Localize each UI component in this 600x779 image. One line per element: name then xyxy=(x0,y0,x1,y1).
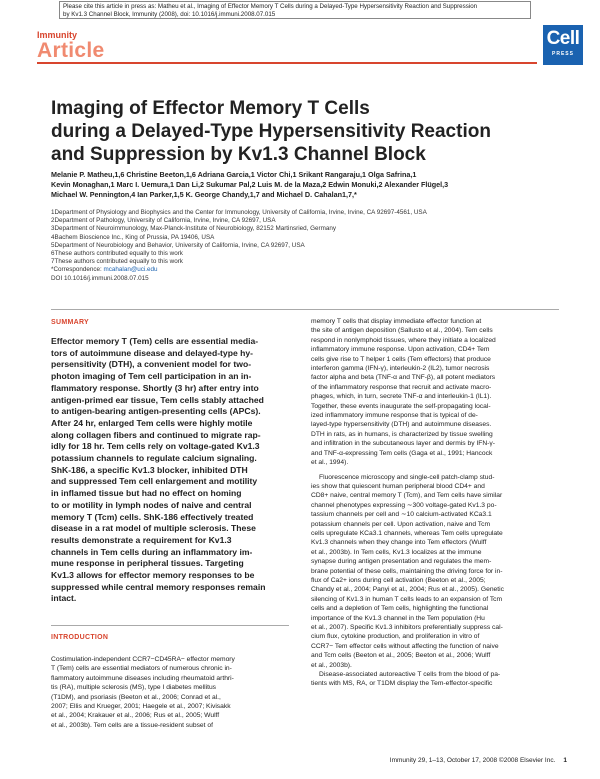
summary-line: to or motility in lymph nodes of naive and central xyxy=(51,499,252,510)
summary-line: channels in Tem cells during an inflammatory im- xyxy=(51,546,253,557)
body-line: flux of Ca2+ ions during cell activation (Beeton et al., 2005; xyxy=(311,576,486,584)
header-divider xyxy=(37,62,537,64)
body-line: factor alpha and beta (TNF-α and TNF-β), all potent mediators xyxy=(311,374,496,382)
logo-word: Cell xyxy=(546,28,580,49)
body-line: importance of the Kv1.3 channel in the Tem population (Hu xyxy=(311,614,485,622)
body-line: DTH in rats, as in humans, is characterized by tissue swelling xyxy=(311,430,493,438)
correspondence-label: *Correspondence: xyxy=(51,266,104,274)
affiliations xyxy=(51,209,571,283)
body-line: Fluorescence microscopy and single-cell patch-clamp stud- xyxy=(319,473,495,481)
summary-line: Kv1.3 allows for effector memory responses to be xyxy=(51,570,255,581)
summary-line: antigen-primed ear tissue, Tem cells stably attached xyxy=(51,394,264,405)
body-line: synapse during antigen presentation and regulates the mem- xyxy=(311,558,492,566)
affiliation-line: 7These authors contributed equally to this work xyxy=(51,258,183,266)
summary-line: After 24 hr, enlarged Tem cells were highly motile xyxy=(51,417,253,428)
affiliation-line: 6These authors contributed equally to this work xyxy=(51,250,183,258)
body-line: inflammatory immune response. Upon activation, CD4+ Tem xyxy=(311,346,490,354)
affiliation-line: 4Bachem Bioscience Inc., King of Prussia, PA 19406, USA xyxy=(51,233,215,241)
body-line: et al., 1994). xyxy=(311,459,349,467)
body-line: cells upregulate KCa3.1 channels, whereas Tem cells upregulate xyxy=(311,529,503,537)
body-line: et al., 2007). Specific Kv1.3 inhibitors preferentially suppress cal- xyxy=(311,624,503,631)
body-line: T (Tem) cells are essential mediators of numerous chronic in- xyxy=(51,665,232,673)
body-line: cium flux, cytokine production, and proliferation in vitro of xyxy=(311,633,480,641)
summary-line: and suppressed Tem cell enlargement and motility xyxy=(51,476,258,487)
affiliation-line: 1Department of Physiology and Biophysics and the Center for Immunology, University of California, Irvine, Irvine, CA 92697-4561, USA xyxy=(51,209,427,216)
body-line: Kv1.3 channels when they change into Tem effectors (Wulff xyxy=(311,539,487,547)
body-line: et al., 2003b). Tem cells are a tissue-resident subset of xyxy=(51,721,213,729)
affiliation-line: 3Department of Neuroimmunology, Max-Planck-Institute of Neurobiology, 82152 Martinsried, Germany xyxy=(51,225,337,233)
summary-line: results demonstrate a requirement for Kv1.3 xyxy=(51,534,232,545)
body-line: CD8+ naive, central memory T (Tcm), and Tem cells have similar xyxy=(311,492,503,500)
body-line: CCR7− Tem effector cells without affecting the function of naive xyxy=(311,642,499,650)
body-line: layed-type hypersensitivity (DTH) and autoimmune diseases. xyxy=(311,421,492,429)
body-line: silencing of Kv1.3 in human T cells leads to an expansion of Tcm xyxy=(311,595,503,603)
body-line: tients with MS, RA, or T1DM display the Tem-effector-specific xyxy=(311,680,493,688)
summary-line: potassium channels to regulate calcium signaling. xyxy=(51,453,257,464)
body-line: the site of antigen deposition (Sallusto et al., 2004). Tem cells xyxy=(311,327,493,335)
introduction-text xyxy=(51,655,291,730)
body-line: cells and a depletion of Tem cells, highlighting the functional xyxy=(311,605,489,613)
author-line: Melanie P. Matheu,1,6 Christine Beeton,1,6 Adriana Garcia,1 Victor Chi,1 Srikant Rangaraju,1 Olga Safrina,1 xyxy=(51,170,417,179)
body-line: Chandy et al., 2004; Panyi et al., 2004; Rus et al., 2005). Genetic xyxy=(311,586,504,594)
journal-name: Immunity xyxy=(37,30,78,40)
logo-subtext: PRESS xyxy=(552,51,574,57)
summary-line: flammatory response. Shortly (3 hr) after entry into xyxy=(51,382,259,393)
affiliation-line: 5Department of Neurobiology and Behavior, University of California, Irvine, CA 92697, USA xyxy=(51,241,305,249)
right-column-text xyxy=(311,317,563,689)
body-line: brane potential of these cells, maintaining the driving force for in- xyxy=(311,567,503,575)
body-line: (T1DM), and psoriasis (Beeton et al., 2006; Conrad et al., xyxy=(51,693,221,701)
correspondence-email-link[interactable]: mcahalan@uci.edu xyxy=(103,266,158,274)
body-line: interferon gamma (IFN-γ), interleukin-2 (IL2), tumor necrosis xyxy=(311,365,490,373)
paper-title xyxy=(51,97,571,166)
cell-press-logo xyxy=(543,25,583,65)
author-line: Kevin Monaghan,1 Marc I. Uemura,1 Dan Li,2 Sukumar Pal,2 Luis M. de la Maza,2 Edwin Monuki,2 Alexander Flügel,3 xyxy=(51,180,449,189)
body-line: ized inflammatory immune response that is typical of de- xyxy=(311,412,478,420)
section-divider xyxy=(51,309,559,310)
body-line: Costimulation-independent CCR7−CD45RA− effector memory xyxy=(51,656,235,663)
summary-line: photon imaging of Tem cell participation in an in- xyxy=(51,371,252,382)
author-line: Michael W. Pennington,4 Ian Parker,1,5 K. George Chandy,1,7 and Michael D. Cahalan1,7,* xyxy=(51,190,357,199)
body-line: tis (RA), multiple sclerosis (MS), type I diabetes mellitus xyxy=(51,684,217,692)
summary-line: suppressed while central memory responses remain xyxy=(51,581,266,592)
title-line: Imaging of Effector Memory T Cells xyxy=(51,98,370,119)
doi: DOI 10.1016/j.immuni.2008.07.015 xyxy=(51,274,149,282)
body-line: and infiltration in the subcutaneous layer and dermis by IFN-γ- xyxy=(311,440,495,448)
body-line: ies show that quiescent human peripheral blood CD4+ and xyxy=(311,482,485,490)
page-footer xyxy=(390,757,567,764)
body-line: memory T cells that display immediate effector function at xyxy=(311,318,482,325)
citation-line: Please cite this article in press as: Matheu et al., Imaging of Effector Memory T Cells during a Delayed-Type Hypersensitivity Reaction and Suppression xyxy=(63,3,478,10)
body-line: phages, which, in turn, secrete TNF-α and interleukin-1 (IL1). xyxy=(311,393,492,401)
affiliation-line: 2Department of Pathology, University of California, Irvine, Irvine, CA 92697, USA xyxy=(51,217,276,225)
author-list xyxy=(51,170,561,200)
body-line: tassium channels per cell and ∼10 calcium-activated KCa3.1 xyxy=(311,511,492,519)
summary-line: idly for 18 hr. Tem cells rely on voltage-gated Kv1.3 xyxy=(51,441,260,452)
summary-line: persensitivity (DTH), a convenient model for two- xyxy=(51,359,252,370)
citation-notice xyxy=(59,1,531,19)
body-line: respond in nonlymphoid tissues, where they initiate a localized xyxy=(311,336,496,344)
body-line: flammatory autoimmune diseases including rheumatoid arthri- xyxy=(51,674,234,682)
article-type-label: Article xyxy=(37,39,105,62)
body-line: 2007; Ellis and Krueger, 2001; Haegele et al., 2007; Kivisakk xyxy=(51,703,231,711)
summary-line: Effector memory T (Tem) cells are essential media- xyxy=(51,336,259,346)
body-line: cells give rise to T helper 1 cells (Tem effectors) that produce xyxy=(311,355,491,363)
body-line: channel phenotypes expressing ∼300 voltage-gated Kv1.3 po- xyxy=(311,501,497,509)
body-line: and Tcm cells (Beeton et al., 2005; Beeton et al., 2006; Wulff xyxy=(311,652,491,660)
summary-line: memory T (Tcm) cells. ShK-186 effectively treated xyxy=(51,511,254,522)
title-line: during a Delayed-Type Hypersensitivity Reaction xyxy=(51,121,491,142)
citation-line: by Kv1.3 Channel Block, Immunity (2008), doi: 10.1016/j.immuni.2008.07.015 xyxy=(63,11,276,18)
body-line: potassium channels per cell. Upon activation, naive and Tcm xyxy=(311,520,491,528)
summary-line: mune response in peripheral tissues. Targeting xyxy=(51,558,244,569)
body-line: and TNF-α-expressing Tem cells (Gaga et al., 1991; Hancock xyxy=(311,449,493,457)
summary-line: ShK-186, a specific Kv1.3 blocker, inhibited DTH xyxy=(51,464,248,475)
summary-line: disease in a rat model of multiple sclerosis. These xyxy=(51,523,256,534)
summary-line: tors of autoimmune disease and delayed-type hy- xyxy=(51,347,253,358)
body-line: Disease-associated autoreactive T cells from the blood of pa- xyxy=(319,671,501,679)
summary-line: in inflamed tissue but had no effect on homing xyxy=(51,488,242,499)
page-number: 1 xyxy=(563,757,567,764)
body-line: of the inflammatory response that recruit and activate macro- xyxy=(311,383,492,391)
section-divider xyxy=(51,625,289,626)
introduction-heading: INTRODUCTION xyxy=(51,634,109,641)
summary-line: intact. xyxy=(51,593,77,604)
body-line: et al., 2004; Krakauer et al., 2006; Rus et al., 2005; Wulff xyxy=(51,712,220,720)
summary-line: to antigen-bearing antigen-presenting cells (APCs). xyxy=(51,406,261,417)
footer-citation: Immunity 29, 1–13, October 17, 2008 ©2008 Elsevier Inc. xyxy=(389,757,556,764)
summary-heading: SUMMARY xyxy=(51,319,90,326)
body-line: et al., 2003b). In Tem cells, Kv1.3 localizes at the immune xyxy=(311,548,482,556)
summary-line: along collagen fibers and continued to migrate rap- xyxy=(51,429,261,440)
correspondence xyxy=(51,266,571,274)
body-line: et al., 2003b). xyxy=(311,661,352,669)
title-line: and Suppression by Kv1.3 Channel Block xyxy=(51,144,426,165)
body-line: Together, these events inaugurate the self-propagating local- xyxy=(311,402,491,410)
summary-text xyxy=(51,336,289,605)
